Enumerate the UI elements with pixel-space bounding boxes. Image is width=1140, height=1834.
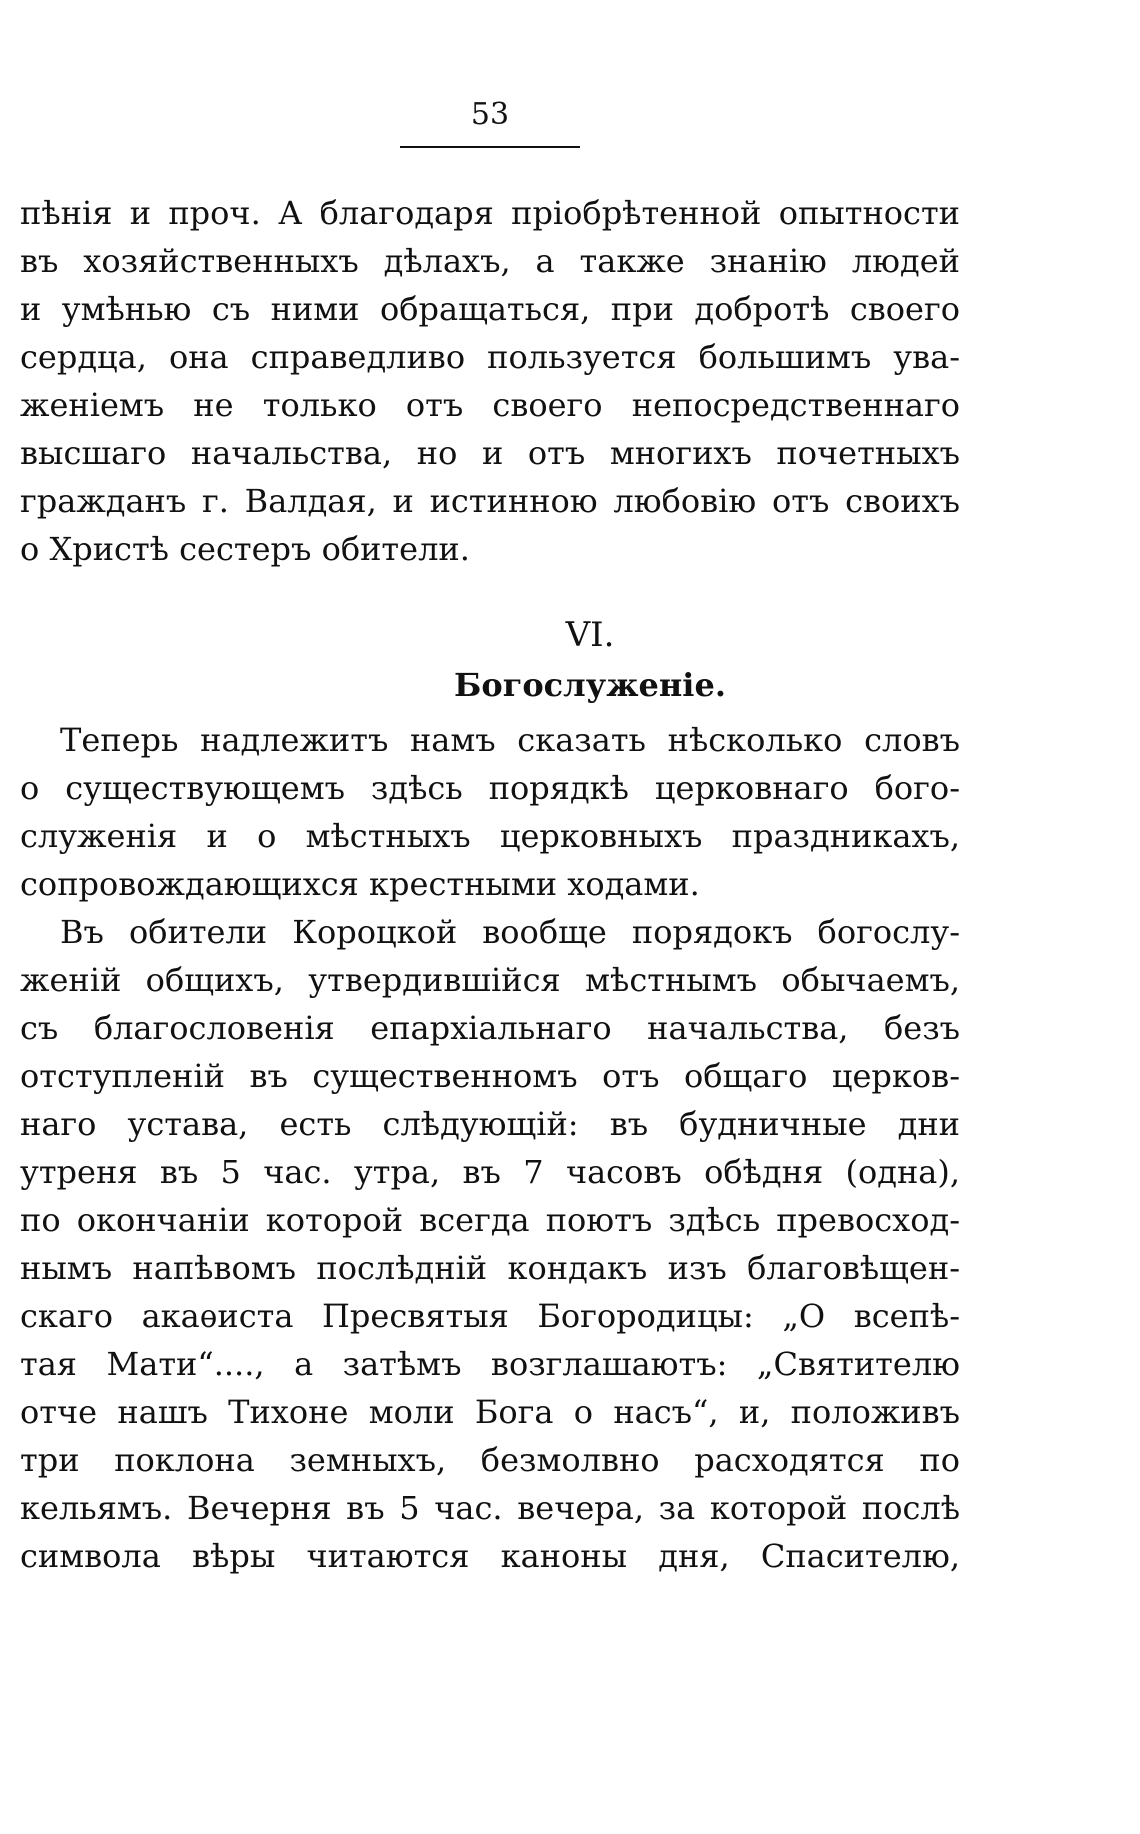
section-number: VI.	[565, 615, 615, 655]
text-line: нымъ напѣвомъ послѣдній кондакъ изъ благовѣщен-	[20, 1249, 960, 1287]
page-number-rule	[400, 146, 580, 148]
text-line: пѣнія и проч. А благодаря пріобрѣтенной опытности	[20, 194, 960, 232]
text-line: отче нашъ Тихоне моли Бога о насъ“, и, положивъ	[20, 1393, 960, 1431]
text-line: Въ обители Короцкой вообще порядокъ богослу-	[60, 913, 960, 951]
text-line: скаго акаѳиста Пресвятыя Богородицы: „О всепѣ-	[20, 1297, 960, 1335]
text-line: и умѣнью съ ними обращаться, при добротѣ своего	[20, 290, 960, 328]
text-line: съ благословенія епархіальнаго начальства, безъ	[20, 1009, 960, 1047]
page-number: 53	[470, 97, 510, 132]
section-title: Богослуженіе.	[454, 666, 726, 704]
text-line: о Христѣ сестеръ обители.	[20, 530, 470, 568]
text-line: женій общихъ, утвердившійся мѣстнымъ обычаемъ,	[20, 961, 960, 999]
text-line: о существующемъ здѣсь порядкѣ церковнаго бого-	[20, 769, 960, 807]
text-line: служенія и о мѣстныхъ церковныхъ праздникахъ,	[20, 817, 960, 855]
text-line: въ хозяйственныхъ дѣлахъ, а также знанію людей	[20, 242, 960, 280]
text-line: наго устава, есть слѣдующій: въ будничные дни	[20, 1105, 960, 1143]
text-line: женіемъ не только отъ своего непосредственнаго	[20, 386, 960, 424]
text-line: тая Мати“...., а затѣмъ возглашаютъ: „Святителю	[20, 1345, 960, 1383]
text-line: по окончаніи которой всегда поютъ здѣсь превосход-	[20, 1201, 960, 1239]
text-line: Теперь надлежитъ намъ сказать нѣсколько словъ	[60, 721, 960, 759]
text-line: гражданъ г. Валдая, и истинною любовію отъ своихъ	[20, 482, 960, 520]
text-line: утреня въ 5 час. утра, въ 7 часовъ обѣдня (одна),	[20, 1153, 960, 1191]
text-line: сердца, она справедливо пользуется большимъ ува-	[20, 338, 960, 376]
text-line: сопровождающихся крестными ходами.	[20, 865, 700, 903]
text-line: символа вѣры читаются каноны дня, Спасителю,	[20, 1537, 960, 1575]
text-line: три поклона земныхъ, безмолвно расходятся по	[20, 1441, 960, 1479]
text-line: высшаго начальства, но и отъ многихъ почетныхъ	[20, 434, 960, 472]
text-line: отступленій въ существенномъ отъ общаго церков-	[20, 1057, 960, 1095]
text-line: кельямъ. Вечерня въ 5 час. вечера, за которой послѣ	[20, 1489, 960, 1527]
